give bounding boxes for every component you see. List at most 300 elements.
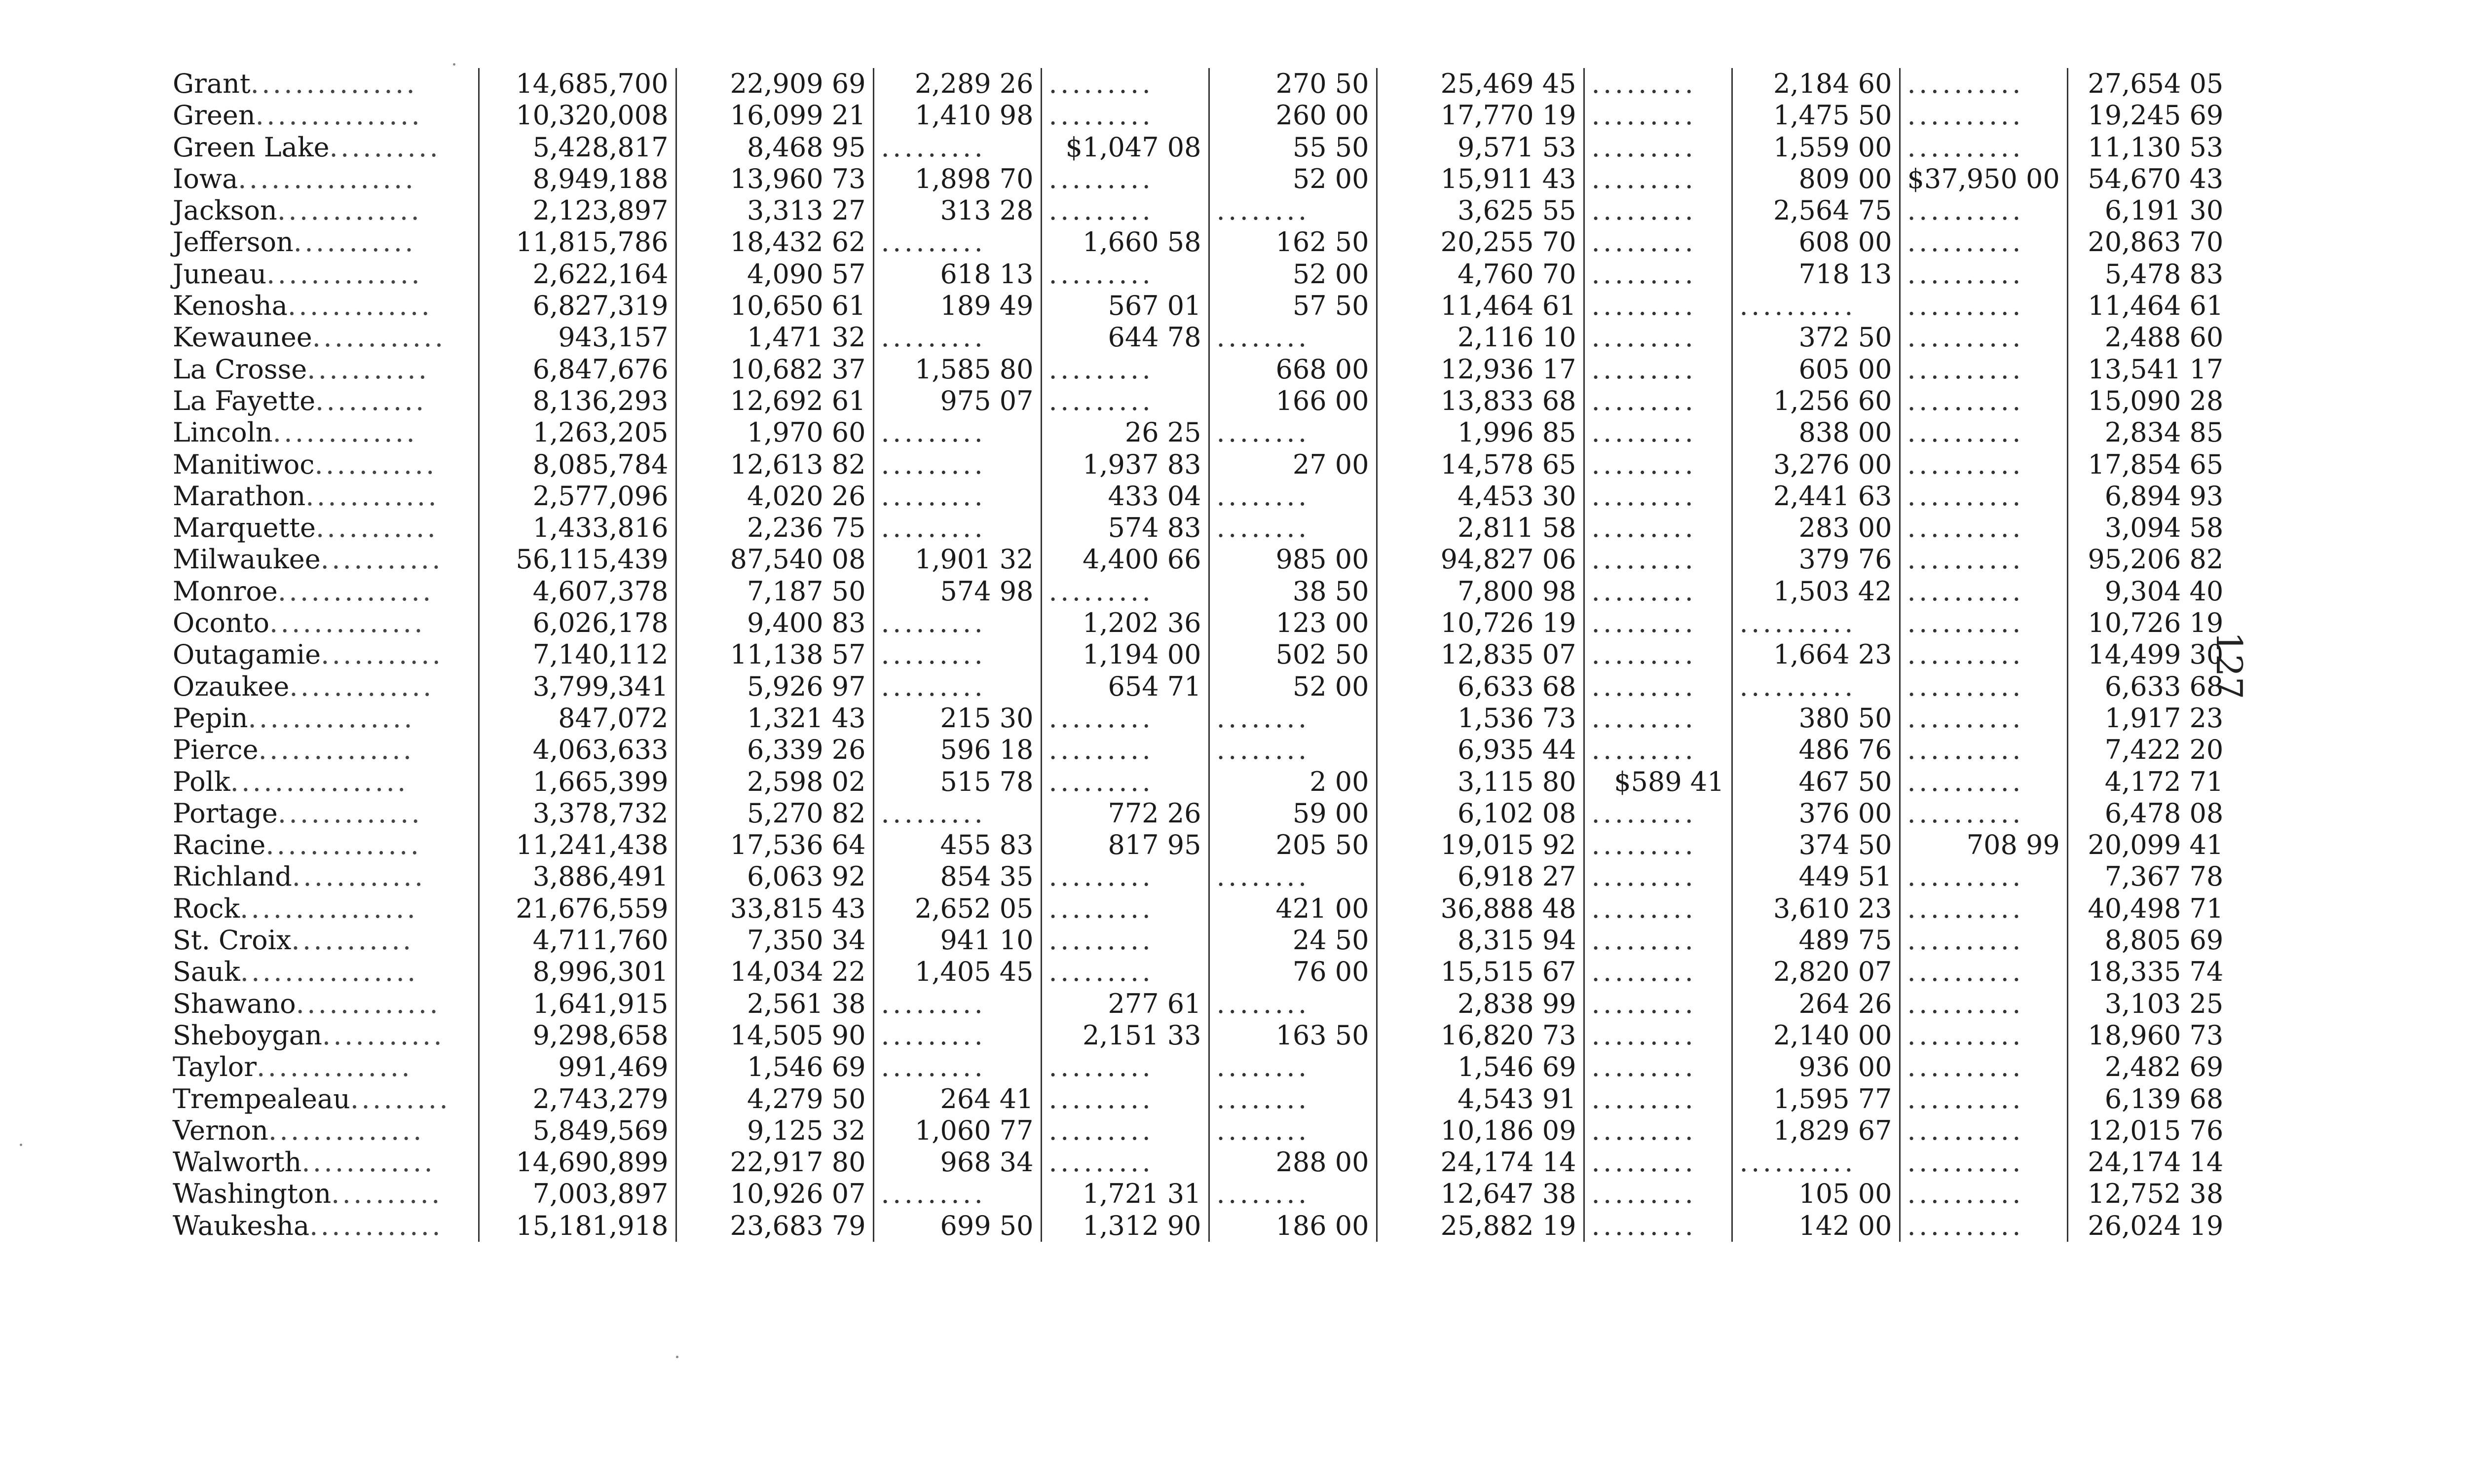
cell-value: 985 00 <box>1275 544 1369 575</box>
cell-value: 313 28 <box>940 195 1034 226</box>
cell-value: 380 50 <box>1798 702 1892 734</box>
empty-cell-dots: ........ <box>1209 988 1377 1020</box>
cell-value: 1,060 77 <box>915 1114 1034 1146</box>
valuation-cell <box>479 354 676 385</box>
empty-cell-dots: .......... <box>1900 861 2067 892</box>
county-name: Ozaukee <box>173 670 290 702</box>
dot-leader: .......... <box>315 385 427 416</box>
col-6-total-cell <box>1377 829 1584 861</box>
col-6-total-cell <box>1377 893 1584 925</box>
empty-cell-dots: ......... <box>1584 195 1732 226</box>
table-row <box>168 1020 2230 1051</box>
cell-value: 7,367 78 <box>2104 861 2224 892</box>
valuation-cell <box>479 956 676 988</box>
cell-value: 486 76 <box>1798 734 1892 766</box>
grand-total-cell <box>2067 734 2230 766</box>
grand-total-cell <box>2067 1051 2230 1083</box>
col-4-cell <box>1041 1020 1209 1051</box>
cell-value: 605 00 <box>1798 353 1892 385</box>
cell-value: 6,633 68 <box>2104 670 2224 702</box>
col-6-total-cell <box>1377 544 1584 575</box>
cell-value: 24 50 <box>1292 925 1369 956</box>
empty-cell-dots: ........ <box>1209 512 1377 544</box>
empty-cell-dots: .......... <box>1900 322 2067 353</box>
empty-cell-dots: ......... <box>873 132 1041 163</box>
cell-value: 283 00 <box>1798 512 1892 544</box>
cell-value: 9,304 40 <box>2104 575 2224 607</box>
empty-cell-dots: ......... <box>873 449 1041 481</box>
empty-cell-dots: ......... <box>1584 449 1732 481</box>
county-name-cell <box>168 925 479 956</box>
valuation-cell <box>479 1178 676 1210</box>
cell-value: 596 18 <box>940 734 1034 766</box>
col-3-cell <box>873 100 1041 131</box>
county-name: Outagamie <box>173 639 321 670</box>
valuation-cell <box>479 195 676 226</box>
cell-value: 9,125 32 <box>747 1114 866 1146</box>
valuation-cell <box>479 449 676 481</box>
col-6-total-cell <box>1377 607 1584 639</box>
col-5-cell <box>1209 639 1377 670</box>
cell-value: 26,024 19 <box>2088 1210 2224 1241</box>
county-name: Trempealeau <box>173 1083 350 1114</box>
col-6-total-cell <box>1377 639 1584 670</box>
dot-leader: ............ <box>292 861 426 892</box>
col-4-cell <box>1041 322 1209 353</box>
empty-cell-dots: ......... <box>1584 1210 1732 1242</box>
cell-value: 11,464 61 <box>1440 290 1576 322</box>
state-tax-cell <box>676 1115 873 1147</box>
cell-value: 6,894 93 <box>2104 480 2224 512</box>
col-4-cell <box>1041 639 1209 670</box>
empty-cell-dots: ........ <box>1209 861 1377 892</box>
dot-leader: ............ <box>301 1147 436 1178</box>
cell-value: 123 00 <box>1275 607 1369 639</box>
cell-value: 3,610 23 <box>1773 892 1892 924</box>
cell-value: 7,800 98 <box>1458 575 1576 607</box>
cell-value: 2,289 26 <box>915 68 1034 99</box>
col-8-cell <box>1732 956 1900 988</box>
cell-value: 376 00 <box>1798 797 1892 829</box>
cell-value: 943,157 <box>558 322 669 353</box>
valuation-cell <box>479 132 676 163</box>
empty-cell-dots: ......... <box>1584 798 1732 829</box>
table-row <box>168 607 2230 639</box>
cell-value: 163 50 <box>1275 1019 1369 1051</box>
county-name: Sauk <box>173 956 240 988</box>
col-5-cell <box>1209 1147 1377 1178</box>
cell-value: 1,917 23 <box>2104 702 2224 734</box>
county-tax-table <box>168 68 2230 1242</box>
cell-value: 3,799,341 <box>532 670 669 702</box>
county-name: Sheboygan <box>173 1019 322 1051</box>
grand-total-cell <box>2067 1147 2230 1178</box>
dot-leader: ............. <box>289 670 434 702</box>
county-name-cell <box>168 734 479 766</box>
cell-value: 12,692 61 <box>730 385 866 416</box>
col-5-cell <box>1209 163 1377 195</box>
col-5-cell <box>1209 100 1377 131</box>
empty-cell-dots: ........ <box>1209 322 1377 353</box>
empty-cell-dots: .......... <box>1900 576 2067 607</box>
table-row <box>168 68 2230 100</box>
col-5-cell <box>1209 576 1377 607</box>
state-tax-cell <box>676 925 873 956</box>
cell-value: 22,917 80 <box>730 1147 866 1178</box>
col-6-total-cell <box>1377 956 1584 988</box>
cell-value: 2,811 58 <box>1458 512 1576 544</box>
county-name: La Crosse <box>173 353 307 385</box>
empty-cell-dots: ......... <box>873 1051 1041 1083</box>
valuation-cell <box>479 607 676 639</box>
col-6-total-cell <box>1377 798 1584 829</box>
empty-cell-dots: .......... <box>1900 449 2067 481</box>
table-row <box>168 354 2230 385</box>
cell-value: 1,475 50 <box>1773 100 1892 131</box>
county-name-cell <box>168 354 479 385</box>
dot-leader: .......... <box>331 1178 443 1210</box>
cell-value: 24,174 14 <box>2088 1147 2224 1178</box>
col-6-total-cell <box>1377 132 1584 163</box>
col-3-cell <box>873 734 1041 766</box>
table-row <box>168 226 2230 258</box>
cell-value: 9,571 53 <box>1458 131 1576 163</box>
cell-value: 166 00 <box>1275 385 1369 416</box>
empty-cell-dots: .......... <box>1900 512 2067 544</box>
col-6-total-cell <box>1377 385 1584 417</box>
cell-value: 11,138 57 <box>730 639 866 670</box>
state-tax-cell <box>676 798 873 829</box>
cell-value: 6,191 30 <box>2104 195 2224 226</box>
county-name-cell <box>168 512 479 544</box>
empty-cell-dots: .......... <box>1900 639 2067 670</box>
col-8-cell <box>1732 798 1900 829</box>
state-tax-cell <box>676 512 873 544</box>
cell-value: 5,478 83 <box>2104 258 2224 290</box>
grand-total-cell <box>2067 544 2230 575</box>
cell-value: 19,245 69 <box>2088 100 2224 131</box>
cell-value: 1,503 42 <box>1773 575 1892 607</box>
cell-value: 105 00 <box>1798 1178 1892 1210</box>
cell-value: 515 78 <box>940 766 1034 797</box>
table-row <box>168 385 2230 417</box>
cell-value: 14,034 22 <box>730 956 866 988</box>
county-name: Pepin <box>173 702 248 734</box>
empty-cell-dots: ......... <box>1584 734 1732 766</box>
col-7-cell <box>1584 766 1732 798</box>
cell-value: 12,647 38 <box>1440 1178 1576 1210</box>
cell-value: 1,585 80 <box>915 353 1034 385</box>
cell-value: 3,378,732 <box>532 797 669 829</box>
dot-leader: ............... <box>248 702 415 734</box>
col-5-cell <box>1209 226 1377 258</box>
table-row <box>168 576 2230 607</box>
cell-value: 3,115 80 <box>1458 766 1576 797</box>
valuation-cell <box>479 417 676 448</box>
state-tax-cell <box>676 449 873 481</box>
grand-total-cell <box>2067 259 2230 290</box>
col-5-cell <box>1209 766 1377 798</box>
cell-value: 654 71 <box>1108 670 1201 702</box>
empty-cell-dots: ......... <box>873 481 1041 512</box>
empty-cell-dots: ........ <box>1209 481 1377 512</box>
cell-value: 1,937 83 <box>1083 448 1201 480</box>
dot-leader: .............. <box>265 829 422 861</box>
county-name-cell <box>168 893 479 925</box>
county-name-cell <box>168 290 479 322</box>
table-row <box>168 861 2230 892</box>
empty-cell-dots: ......... <box>873 671 1041 703</box>
col-5-cell <box>1209 354 1377 385</box>
cell-value: 718 13 <box>1798 258 1892 290</box>
dot-leader: ........... <box>315 512 439 544</box>
cell-value: 567 01 <box>1108 290 1201 322</box>
cell-value: 936 00 <box>1798 1051 1892 1083</box>
empty-cell-dots: .......... <box>1900 893 2067 925</box>
grand-total-cell <box>2067 1210 2230 1242</box>
col-6-total-cell <box>1377 322 1584 353</box>
cell-value: 668 00 <box>1275 353 1369 385</box>
cell-value: 1,202 36 <box>1083 607 1201 639</box>
table-row <box>168 1178 2230 1210</box>
cell-value: 6,102 08 <box>1458 797 1576 829</box>
county-name-cell <box>168 1178 479 1210</box>
cell-value: 13,960 73 <box>730 163 866 194</box>
cell-value: 6,633 68 <box>1458 670 1576 702</box>
county-name-cell <box>168 829 479 861</box>
cell-value: 1,829 67 <box>1773 1114 1892 1146</box>
grand-total-cell <box>2067 1115 2230 1147</box>
cell-value: 2,622,164 <box>532 258 669 290</box>
cell-value: 502 50 <box>1275 639 1369 670</box>
cell-value: 644 78 <box>1108 322 1201 353</box>
cell-value: 2,151 33 <box>1083 1019 1201 1051</box>
state-tax-cell <box>676 417 873 448</box>
cell-value: 3,886,491 <box>532 861 669 892</box>
col-8-cell <box>1732 100 1900 131</box>
cell-value: 1,660 58 <box>1083 226 1201 258</box>
grand-total-cell <box>2067 639 2230 670</box>
cell-value: 2,564 75 <box>1773 195 1892 226</box>
county-name-cell <box>168 671 479 703</box>
dot-leader: ................ <box>230 766 409 797</box>
cell-value: 14,578 65 <box>1440 448 1576 480</box>
dot-leader: ........... <box>291 925 414 956</box>
county-name: Monroe <box>173 575 278 607</box>
empty-cell-dots: ......... <box>1041 703 1209 734</box>
cell-value: 1,471 32 <box>747 322 866 353</box>
empty-cell-dots: ......... <box>1584 1147 1732 1178</box>
cell-value: 7,003,897 <box>532 1178 669 1210</box>
col-8-cell <box>1732 259 1900 290</box>
cell-value: 1,433,816 <box>532 512 669 544</box>
empty-cell-dots: .......... <box>1732 1147 1900 1178</box>
county-name-cell <box>168 68 479 100</box>
valuation-cell <box>479 1210 676 1242</box>
county-name-cell <box>168 481 479 512</box>
col-4-cell <box>1041 1210 1209 1242</box>
empty-cell-dots: ......... <box>873 798 1041 829</box>
state-tax-cell <box>676 1147 873 1178</box>
col-6-total-cell <box>1377 163 1584 195</box>
col-5-cell <box>1209 544 1377 575</box>
cell-value: 10,926 07 <box>730 1178 866 1210</box>
cell-value: 1,546 69 <box>1458 1051 1576 1083</box>
cell-value: 17,854 65 <box>2088 448 2224 480</box>
cell-value: 54,670 43 <box>2088 163 2224 194</box>
valuation-cell <box>479 290 676 322</box>
col-8-cell <box>1732 734 1900 766</box>
col-6-total-cell <box>1377 1020 1584 1051</box>
table-row <box>168 1115 2230 1147</box>
cell-value: 10,320,008 <box>516 100 669 131</box>
empty-cell-dots: ......... <box>1584 290 1732 322</box>
cell-value: 4,711,760 <box>532 925 669 956</box>
empty-cell-dots: .......... <box>1900 68 2067 100</box>
cell-value: 20,099 41 <box>2088 829 2224 861</box>
cell-value: 6,827,319 <box>532 290 669 322</box>
cell-value: 277 61 <box>1108 988 1201 1019</box>
table-row <box>168 1083 2230 1115</box>
empty-cell-dots: .......... <box>1900 195 2067 226</box>
cell-value: 76 00 <box>1292 956 1369 988</box>
empty-cell-dots: .......... <box>1900 481 2067 512</box>
col-3-cell <box>873 163 1041 195</box>
state-tax-cell <box>676 734 873 766</box>
col-4-cell <box>1041 544 1209 575</box>
empty-cell-dots: .......... <box>1900 1051 2067 1083</box>
col-6-total-cell <box>1377 766 1584 798</box>
col-8-cell <box>1732 385 1900 417</box>
county-name-cell <box>168 956 479 988</box>
cell-value: 455 83 <box>940 829 1034 861</box>
cell-value: 15,090 28 <box>2088 385 2224 416</box>
grand-total-cell <box>2067 512 2230 544</box>
table-row <box>168 1147 2230 1178</box>
cell-value: 5,428,817 <box>532 131 669 163</box>
table-body <box>168 68 2230 1242</box>
col-4-cell <box>1041 481 1209 512</box>
col-3-cell <box>873 893 1041 925</box>
empty-cell-dots: ......... <box>1584 259 1732 290</box>
grand-total-cell <box>2067 861 2230 892</box>
cell-value: 608 00 <box>1798 226 1892 258</box>
county-name: Richland <box>173 861 292 892</box>
empty-cell-dots: ......... <box>1041 925 1209 956</box>
empty-cell-dots: ......... <box>1041 68 1209 100</box>
county-name: Portage <box>173 797 278 829</box>
county-name-cell <box>168 798 479 829</box>
col-8-cell <box>1732 1020 1900 1051</box>
valuation-cell <box>479 322 676 353</box>
col-6-total-cell <box>1377 449 1584 481</box>
county-name: Jackson <box>173 195 277 226</box>
col-4-cell <box>1041 607 1209 639</box>
cell-value: 1,664 23 <box>1773 639 1892 670</box>
cell-value: 1,559 00 <box>1773 131 1892 163</box>
col-5-cell <box>1209 956 1377 988</box>
cell-value: 1,721 31 <box>1083 1178 1201 1210</box>
cell-value: 33,815 43 <box>730 892 866 924</box>
grand-total-cell <box>2067 925 2230 956</box>
cell-value: 2,598 02 <box>747 766 866 797</box>
state-tax-cell <box>676 703 873 734</box>
col-3-cell <box>873 354 1041 385</box>
empty-cell-dots: ......... <box>873 988 1041 1020</box>
table-row <box>168 259 2230 290</box>
county-name-cell <box>168 259 479 290</box>
cell-value: 11,130 53 <box>2088 131 2224 163</box>
empty-cell-dots: ......... <box>1041 354 1209 385</box>
cell-value: 14,499 30 <box>2088 639 2224 670</box>
col-4-cell <box>1041 132 1209 163</box>
cell-value: 52 00 <box>1292 163 1369 194</box>
county-name: Vernon <box>173 1114 268 1146</box>
col-6-total-cell <box>1377 481 1584 512</box>
empty-cell-dots: ......... <box>1041 1051 1209 1083</box>
dot-leader: ............... <box>255 100 423 131</box>
cell-value: 162 50 <box>1275 226 1369 258</box>
cell-value: 1,312 90 <box>1083 1210 1201 1241</box>
valuation-cell <box>479 226 676 258</box>
col-8-cell <box>1732 1178 1900 1210</box>
valuation-cell <box>479 798 676 829</box>
cell-value: 12,752 38 <box>2088 1178 2224 1210</box>
empty-cell-dots: .......... <box>1900 417 2067 448</box>
cell-value: 94,827 06 <box>1440 544 1576 575</box>
cell-value: 975 07 <box>940 385 1034 416</box>
cell-value: 1,970 60 <box>747 417 866 448</box>
empty-cell-dots: ......... <box>1041 1147 1209 1178</box>
cell-value: 7,350 34 <box>747 925 866 956</box>
grand-total-cell <box>2067 322 2230 353</box>
state-tax-cell <box>676 290 873 322</box>
cell-value: 2,561 38 <box>747 988 866 1019</box>
empty-cell-dots: .......... <box>1900 607 2067 639</box>
cell-value: $589 41 <box>1614 766 1724 797</box>
dot-leader: ............. <box>277 797 423 829</box>
county-name-cell <box>168 100 479 131</box>
empty-cell-dots: ......... <box>1041 1083 1209 1115</box>
dot-leader: ............... <box>250 68 418 99</box>
empty-cell-dots: ......... <box>1041 195 1209 226</box>
col-6-total-cell <box>1377 417 1584 448</box>
cell-value: 6,026,178 <box>532 607 669 639</box>
table-row <box>168 925 2230 956</box>
cell-value: 20,255 70 <box>1440 226 1576 258</box>
dot-leader: ........... <box>314 448 437 480</box>
valuation-cell <box>479 259 676 290</box>
col-3-cell <box>873 925 1041 956</box>
cell-value: 968 34 <box>940 1147 1034 1178</box>
dot-leader: ............. <box>272 417 418 448</box>
empty-cell-dots: .......... <box>1900 1210 2067 1242</box>
state-tax-cell <box>676 829 873 861</box>
cell-value: 14,505 90 <box>730 1019 866 1051</box>
cell-value: 3,276 00 <box>1773 448 1892 480</box>
empty-cell-dots: ......... <box>1584 639 1732 670</box>
col-5-cell <box>1209 829 1377 861</box>
col-8-cell <box>1732 512 1900 544</box>
empty-cell-dots: ......... <box>1041 766 1209 798</box>
cell-value: 2,652 05 <box>915 892 1034 924</box>
cell-value: 16,099 21 <box>730 100 866 131</box>
state-tax-cell <box>676 132 873 163</box>
empty-cell-dots: .......... <box>1900 290 2067 322</box>
dot-leader: .............. <box>258 734 414 766</box>
cell-value: 40,498 71 <box>2088 892 2224 924</box>
empty-cell-dots: ......... <box>1584 322 1732 353</box>
